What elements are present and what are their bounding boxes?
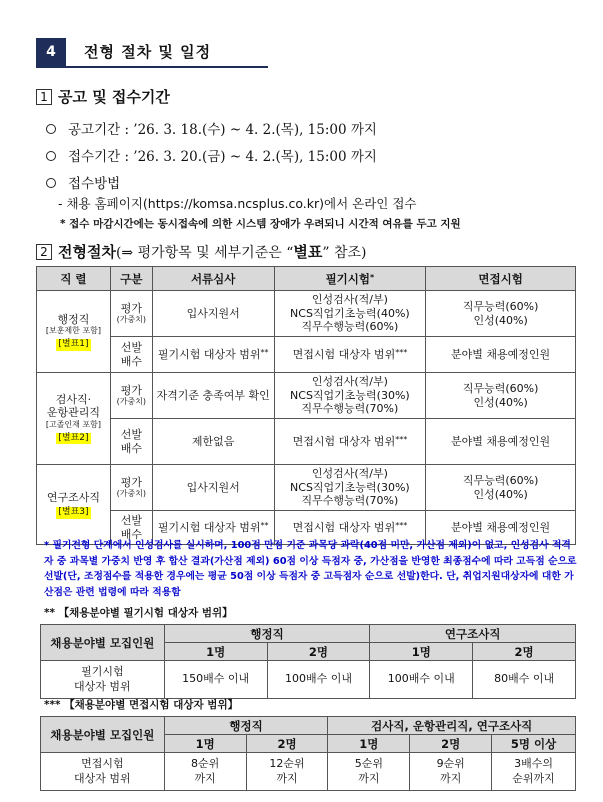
value-cell: 100배수 이내 [370,661,473,699]
sel-text: 선발 배수 [120,340,142,368]
group-header: 검사직, 운항관리직, 연구조사직 [328,717,576,735]
sel-written-star: *** [395,434,408,444]
doc-cell: 입사지원서 [152,465,274,511]
interview-item: 인성(40%) [473,395,528,409]
written-item: 직무수행능력(70%) [301,494,399,508]
circle-bullet-icon [46,124,56,134]
written-item: NCS직업기초능력(30%) [290,480,410,494]
job-cell [37,373,111,465]
interview-cell [426,465,576,511]
sel-written-star: *** [395,520,408,530]
table-row [37,465,576,511]
sub-header: 1명 [164,643,267,661]
header-written-text: 필기시험 [325,271,370,286]
notice-period-text: 공고기간 : ’26. 3. 18.(수) ~ 4. 2.(목), 15:00 까지 [68,122,377,138]
value-line: 순위까지 [512,771,555,785]
value-line: 까지 [440,771,462,785]
written-item: NCS직업기초능력(40%) [290,306,410,320]
notice-period [46,118,377,138]
method-detail: - 채용 홈페이지(https://komsa.ncsplus.co.kr)에서 온라인 접수 [58,196,417,211]
interview-item: 직무능력(60%) [462,473,539,487]
group-header: 연구조사직 [370,625,576,643]
part2-heading-text: 전형절차 [58,243,116,261]
table-row [37,419,576,465]
sel-interview: 분야별 채용예정인원 [426,419,576,465]
table-row [37,291,576,337]
interview-range-table [40,716,576,791]
annex-tag: [별표3] [58,507,89,518]
value-cell: 80배수 이내 [473,661,576,699]
doc-cell: 입사지원서 [152,291,274,337]
row-label [41,661,165,699]
header-written-star: * [370,272,375,282]
eval-sub: (가중치) [116,315,147,325]
corner-header: 채용분야별 모집인원 [41,625,165,661]
written-item: NCS직업기초능력(30%) [290,388,410,402]
sub-header: 1명 [164,735,246,753]
value-line: 까지 [358,771,380,785]
written-exam-note: * 필기전형 단계에서 인성검사를 실시하며, 100점 만점 기준 과목당 과락(40점 미만, 가산점 제외)이 없고, 인성검사 적격자 중 과목별 가중치 반영 후 합산 결과(가산점 제외) 60점 이상 득점자 중, 가산점을 반영한 최종점수에 따라 고득점 순으로 선발(단, 조정점수를 적용한 경우에는 평균 50점 이상 득점자 중 고득점자 순으로 선발)한다. 단, 취업지원대상자에 대한 가산점은 관련 법령에 따라 적용함 [44,540,577,598]
sel-written-text: 면접시험 대상자 범위 [292,520,396,534]
part2-heading-end: ” 참조) [322,245,367,261]
row-label [41,753,165,791]
annex-tag: [별표1] [58,339,89,350]
application-period [46,145,377,165]
header-job: 직 렬 [37,267,111,291]
application-method-text: 접수방법 [68,176,121,192]
written-range-table [40,624,576,699]
job-name: 행정직 [57,312,90,326]
sel-text: 선발 배수 [120,427,142,455]
sub-header: 2명 [267,643,370,661]
application-method [46,172,120,192]
sel-text: 선발 배수 [120,513,142,541]
eval-text: 평가 [120,301,142,315]
value-line: 8순위 [191,756,220,770]
sel-written-text: 면접시험 대상자 범위 [292,347,396,361]
value-cell: 150배수 이내 [164,661,267,699]
value-line: 9순위 [436,756,465,770]
eval-label [110,465,152,511]
sub-header: 2명 [473,643,576,661]
interview-cell [426,291,576,337]
sel-label [110,337,152,373]
value-line: 까지 [194,771,216,785]
sub-header: 1명 [370,643,473,661]
sel-doc [152,337,274,373]
value-cell [164,753,246,791]
header-interview: 면접시험 [426,267,576,291]
table-header-row [41,717,576,735]
job-note: [고졸인재 포함] [45,420,101,430]
job-name: 연구조사직 [46,490,100,504]
selection-process-table [36,266,576,545]
job-cell [37,291,111,373]
written-cell [274,373,426,419]
deadline-note: * 접수 마감시간에는 동시접속에 의한 시스템 장애가 우려되니 시간적 여유를 두고 지원 [60,218,461,230]
sel-doc-star: ** [260,347,269,357]
table-row [41,753,576,791]
table-row [41,661,576,699]
eval-label [110,373,152,419]
doc-cell: 자격기준 충족여부 확인 [152,373,274,419]
sel-doc-text: 필기시험 대상자 범위 [157,520,261,534]
value-line: 까지 [276,771,298,785]
sub-header: 2명 [246,735,328,753]
interview-range-title: *** 【채용분야별 면접시험 대상자 범위】 [44,699,239,711]
interview-item: 인성(40%) [473,313,528,327]
sub-header: 5명 이상 [492,735,576,753]
part2-heading [36,241,366,262]
row-label-line: 대상자 범위 [74,771,131,785]
group-header: 행정직 [164,717,328,735]
written-item: 직무수행능력(60%) [301,320,399,334]
circle-bullet-icon [46,178,56,188]
written-cell [274,291,426,337]
job-cell [37,465,111,545]
row-label-line: 대상자 범위 [74,679,131,693]
written-range-title: ** 【채용분야별 필기시험 대상자 범위】 [44,607,233,619]
value-line: 5순위 [354,756,383,770]
sel-interview: 분야별 채용예정인원 [426,337,576,373]
group-header: 행정직 [164,625,370,643]
part1-number: 1 [36,89,52,105]
value-line: 12순위 [269,756,305,770]
header-category: 구분 [110,267,152,291]
corner-header: 채용분야별 모집인원 [41,717,165,753]
part2-heading-rest: (⇒ 평가항목 및 세부기준은 “ [115,245,294,261]
circle-bullet-icon [46,151,56,161]
interview-item: 인성(40%) [473,487,528,501]
eval-label [110,291,152,337]
section-number: 4 [36,38,66,66]
table-header-row [41,625,576,643]
part2-number: 2 [36,244,52,260]
table-row [37,373,576,419]
table-header-row [37,267,576,291]
interview-item: 직무능력(60%) [462,381,539,395]
header-written [274,267,426,291]
job-name: 검사직· [55,392,92,406]
written-cell [274,465,426,511]
section-title: 전형 절차 및 일정 [84,43,212,61]
header-document: 서류심사 [152,267,274,291]
annex-tag: [별표2] [58,433,89,444]
job-note: [보훈제한 포함] [45,326,101,336]
eval-text: 평가 [120,475,142,489]
sel-interview: 분야별 채용예정인원 [426,511,576,545]
table-row [37,337,576,373]
row-label-line: 필기시험 [81,664,124,678]
sub-header: 2명 [410,735,492,753]
section-header [36,38,268,68]
written-item: 인성검사(적/부) [311,466,388,480]
sel-doc-text: 필기시험 대상자 범위 [157,347,261,361]
sel-label [110,419,152,465]
job-name-2: 운항관리직 [46,406,100,420]
written-item: 직무수행능력(70%) [301,402,399,416]
interview-cell [426,373,576,419]
value-cell [410,753,492,791]
value-cell [492,753,576,791]
sel-written-text: 면접시험 대상자 범위 [292,434,396,448]
eval-text: 평가 [120,383,142,397]
written-item: 인성검사(적/부) [311,374,388,388]
written-item: 인성검사(적/부) [311,292,388,306]
part1-heading-text: 공고 및 접수기간 [58,88,170,106]
sel-doc: 제한없음 [152,419,274,465]
part1-heading [36,86,170,107]
eval-sub: (가중치) [116,397,147,407]
value-cell [246,753,328,791]
eval-sub: (가중치) [116,489,147,499]
value-cell [328,753,410,791]
interview-item: 직무능력(60%) [462,299,539,313]
sel-written [274,419,426,465]
part2-heading-bold: 별표 [293,243,323,261]
sub-header: 1명 [328,735,410,753]
sel-written [274,337,426,373]
row-label-line: 면접시험 [81,756,124,770]
sel-doc-star: ** [260,520,269,530]
value-line: 3배수의 [514,756,553,770]
sel-written-star: *** [395,347,408,357]
value-cell: 100배수 이내 [267,661,370,699]
application-period-text: 접수기간 : ’26. 3. 20.(금) ~ 4. 2.(목), 15:00 까지 [68,149,377,165]
